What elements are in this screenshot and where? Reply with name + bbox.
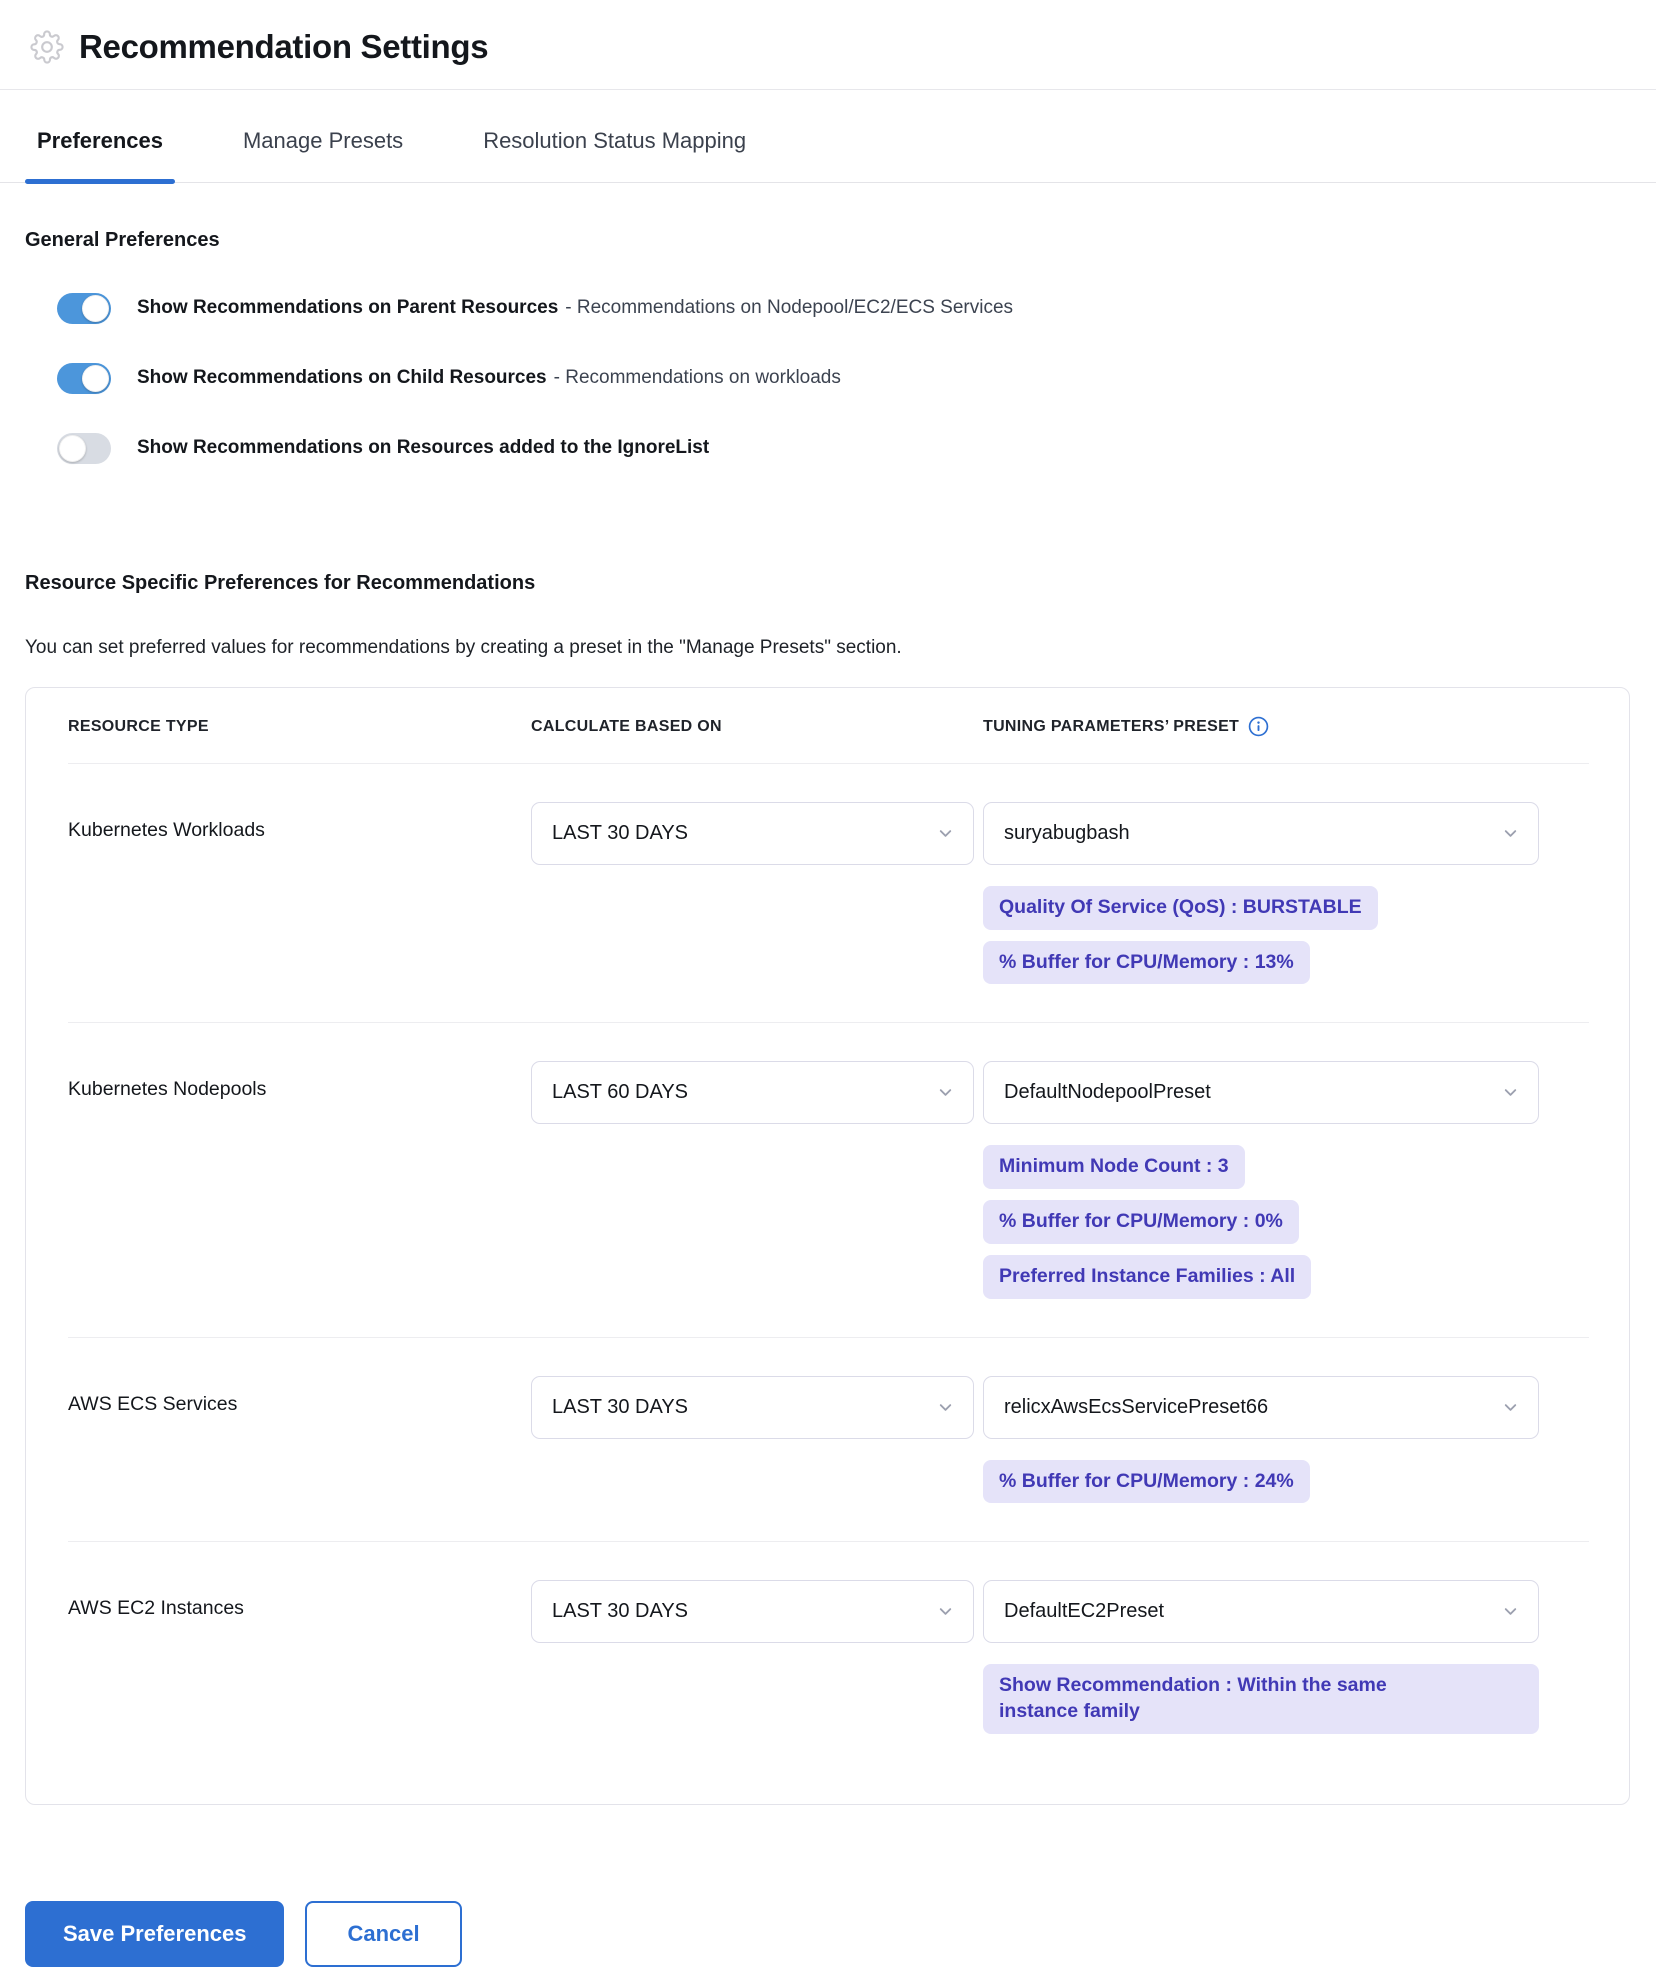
toggle-label: Show Recommendations on Child Resources bbox=[137, 367, 547, 388]
toggle-row-parent-resources bbox=[57, 288, 1656, 328]
select-value: DefaultEC2Preset bbox=[1004, 1600, 1165, 1623]
tab-preferences[interactable]: Preferences bbox=[25, 100, 175, 182]
resource-type-label: Kubernetes Nodepools bbox=[68, 1078, 267, 1101]
resource-type-label: AWS EC2 Instances bbox=[68, 1597, 244, 1620]
column-header-tuning-preset-label: TUNING PARAMETERS’ PRESET bbox=[983, 717, 1240, 735]
select-value: DefaultNodepoolPreset bbox=[1004, 1081, 1211, 1104]
toggle-description: - Recommendations on Nodepool/EC2/ECS Services bbox=[565, 297, 1014, 318]
chevron-down-icon bbox=[936, 1398, 955, 1417]
calculate-based-on-select[interactable] bbox=[531, 1376, 974, 1439]
resource-preferences-heading: Resource Specific Preferences for Recommendations bbox=[25, 572, 536, 594]
preset-parameter-chips bbox=[983, 1460, 1589, 1504]
resource-type-label: Kubernetes Workloads bbox=[68, 819, 265, 841]
toggle-ignorelist-resources[interactable] bbox=[57, 433, 111, 464]
preset-param-chip: % Buffer for CPU/Memory : 13% bbox=[983, 941, 1310, 985]
page-header bbox=[0, 0, 1656, 66]
toggle-knob bbox=[82, 365, 109, 392]
select-value: LAST 30 DAYS bbox=[552, 1600, 688, 1623]
tuning-preset-select[interactable] bbox=[983, 1376, 1539, 1439]
table-header-row bbox=[68, 716, 1589, 764]
table-row-kubernetes-nodepools bbox=[68, 1023, 1589, 1337]
preset-param-chip: % Buffer for CPU/Memory : 24% bbox=[983, 1460, 1310, 1504]
column-header-calculate-based-on: CALCULATE BASED ON bbox=[531, 717, 722, 735]
toggle-knob bbox=[82, 295, 109, 322]
toggle-child-resources[interactable] bbox=[57, 363, 111, 394]
table-row-kubernetes-workloads bbox=[68, 764, 1589, 1023]
tuning-preset-select[interactable] bbox=[983, 1580, 1539, 1643]
toggle-label-group bbox=[137, 437, 709, 459]
toggle-row-child-resources bbox=[57, 358, 1656, 398]
select-value: suryabugbash bbox=[1004, 822, 1130, 844]
page-title: Recommendation Settings bbox=[79, 28, 489, 65]
tab-resolution-status-mapping[interactable]: Resolution Status Mapping bbox=[483, 128, 747, 153]
toggle-row-ignorelist-resources bbox=[57, 428, 1656, 468]
column-header-tuning-preset bbox=[983, 716, 1589, 737]
toggle-label: Show Recommendations on Parent Resources bbox=[137, 297, 559, 318]
toggle-description: - Recommendations on workloads bbox=[553, 367, 841, 388]
save-preferences-button[interactable]: Save Preferences bbox=[25, 1901, 284, 1967]
preset-param-chip bbox=[983, 1664, 1539, 1733]
tuning-preset-select[interactable] bbox=[983, 1061, 1539, 1124]
tuning-preset-select[interactable] bbox=[983, 802, 1539, 865]
table-row-aws-ecs-services bbox=[68, 1338, 1589, 1543]
toggle-parent-resources[interactable] bbox=[57, 293, 111, 324]
calculate-based-on-select[interactable] bbox=[531, 1061, 974, 1124]
chevron-down-icon bbox=[1501, 1398, 1520, 1417]
header-divider bbox=[0, 89, 1656, 90]
resource-type-label: AWS ECS Services bbox=[68, 1392, 238, 1415]
chevron-down-icon bbox=[936, 1602, 955, 1621]
chip-text: Show Recommendation : Within the same instance family bbox=[999, 1674, 1387, 1723]
preset-parameter-chips bbox=[983, 1664, 1589, 1733]
calculate-based-on-select[interactable] bbox=[531, 802, 974, 865]
select-value: relicxAwsEcsServicePreset66 bbox=[1004, 1395, 1269, 1418]
resource-preferences-description: You can set preferred values for recommendations by creating a preset in the "Manage Presets" section. bbox=[25, 637, 902, 658]
general-preferences-heading: General Preferences bbox=[25, 229, 220, 251]
toggle-knob bbox=[59, 435, 86, 462]
preset-param-chip: Preferred Instance Families : All bbox=[983, 1255, 1311, 1299]
preset-param-chip: % Buffer for CPU/Memory : 0% bbox=[983, 1200, 1299, 1244]
calculate-based-on-select[interactable] bbox=[531, 1580, 974, 1643]
chevron-down-icon bbox=[1501, 1602, 1520, 1621]
preset-parameter-chips bbox=[983, 886, 1589, 984]
footer-actions bbox=[25, 1901, 1656, 1967]
chevron-down-icon bbox=[936, 824, 955, 843]
select-value: LAST 30 DAYS bbox=[552, 822, 688, 844]
select-value: LAST 60 DAYS bbox=[552, 1081, 688, 1104]
info-icon[interactable] bbox=[1248, 716, 1269, 737]
toggle-label: Show Recommendations on Resources added to the IgnoreList bbox=[137, 437, 710, 458]
toggle-label-group bbox=[137, 297, 1013, 319]
preset-parameter-chips bbox=[983, 1145, 1589, 1298]
tab-bar bbox=[0, 100, 1656, 183]
select-value: LAST 30 DAYS bbox=[552, 1395, 688, 1418]
cancel-button[interactable]: Cancel bbox=[305, 1901, 461, 1967]
column-header-resource-type: RESOURCE TYPE bbox=[68, 717, 209, 735]
table-row-aws-ec2-instances bbox=[68, 1542, 1589, 1763]
tab-manage-presets[interactable]: Manage Presets bbox=[242, 128, 404, 153]
preset-param-chip: Quality Of Service (QoS) : BURSTABLE bbox=[983, 886, 1378, 930]
chevron-down-icon bbox=[1501, 824, 1520, 843]
preset-param-chip: Minimum Node Count : 3 bbox=[983, 1145, 1245, 1189]
resource-preferences-table bbox=[25, 687, 1630, 1805]
chevron-down-icon bbox=[1501, 1083, 1520, 1102]
toggle-label-group bbox=[137, 367, 841, 389]
settings-gear-icon bbox=[30, 30, 64, 64]
chevron-down-icon bbox=[936, 1083, 955, 1102]
